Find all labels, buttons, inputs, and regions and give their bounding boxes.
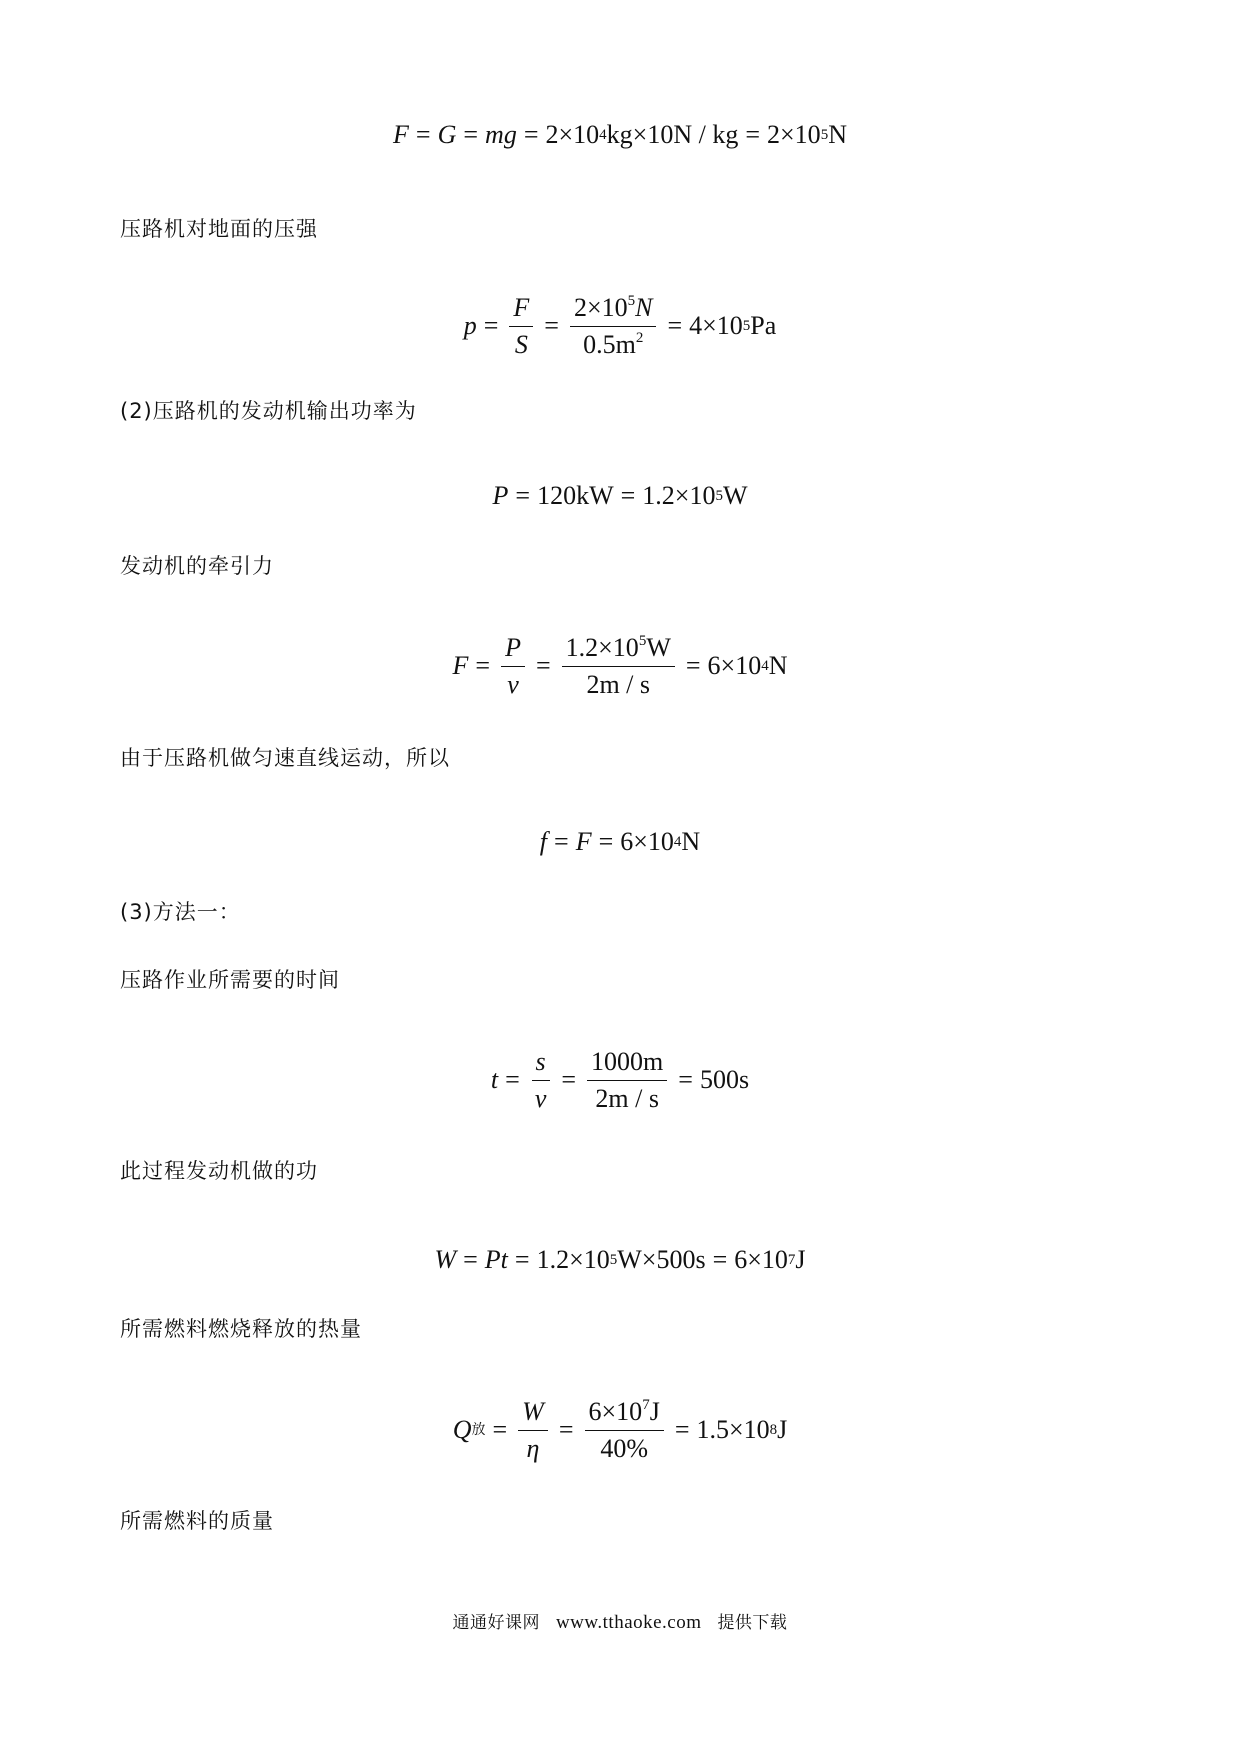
- equation-heat: Q 放 = $\frac{W}{\eta}$ = $\frac{6\times 10^7J}{40\%}$ = 1.5×10 8 J: [452, 1396, 788, 1463]
- equation-time: t = $\frac{s}{v}$ = $\frac{1000m}{2m / s}$ = 500s: [490, 1046, 750, 1113]
- fraction-W-over-eta: $\frac{W}{\eta}$: [518, 1397, 548, 1464]
- fraction-F-over-S: $\frac{F}{S}$: [509, 293, 533, 360]
- footer-suffix: 提供下载: [717, 1613, 788, 1633]
- text-fuel-mass-heading: 所需燃料的质量: [120, 1509, 274, 1533]
- fraction-force-over-area: $\frac{2\times 10^5N}{0.5m^2}$: [570, 293, 657, 360]
- equation-friction: f = F = 6×10 4 N: [539, 827, 701, 856]
- text-power-heading: (2)压路机的发动机输出功率为: [120, 399, 417, 423]
- fraction-distance-over-speed: $\frac{1000m}{2m / s}$: [587, 1047, 667, 1114]
- page-footer: [0, 1608, 1240, 1634]
- fraction-work-over-efficiency: $\frac{6\times 10^7J}{40\%}$: [585, 1397, 664, 1464]
- text-method-one: (3)方法一：: [120, 900, 241, 924]
- text-traction-heading: 发动机的牵引力: [120, 554, 274, 578]
- fraction-P-over-v: $\frac{P}{v}$: [501, 633, 525, 700]
- footer-site-name: 通通好课网: [452, 1613, 541, 1633]
- equation-power: P = 120kW = 1.2×10 5 W: [492, 481, 748, 510]
- fraction-s-over-v: $\frac{s}{v}$: [531, 1047, 551, 1114]
- footer-url: www.tthaoke.com: [555, 1612, 702, 1633]
- equation-weight-force: F = G = mg = 2×10 4 kg×10N / kg = 2×10 5 N: [393, 120, 847, 149]
- text-pressure-heading: 压路机对地面的压强: [120, 217, 318, 241]
- fraction-power-over-speed: $\frac{1.2\times 10^5W}{2m / s}$: [562, 633, 675, 700]
- text-heat-heading: 所需燃料燃烧释放的热量: [120, 1317, 362, 1341]
- text-time-heading: 压路作业所需要的时间: [120, 968, 340, 992]
- equation-work: W = Pt = 1.2×10 5 W×500s = 6×10 7 J: [434, 1245, 806, 1274]
- equation-traction-force: F = $\frac{P}{v}$ = $\frac{1.2\times 10^5W}{2m / s}$ = 6×10 4 N: [452, 632, 788, 699]
- equation-pressure: p = $\frac{F}{S}$ = $\frac{2\times 10^5N}{0.5m^2}$ = 4×10 5 Pa: [463, 292, 777, 359]
- text-work-heading: 此过程发动机做的功: [120, 1159, 318, 1183]
- text-uniform-motion: 由于压路机做匀速直线运动，所以: [120, 746, 450, 770]
